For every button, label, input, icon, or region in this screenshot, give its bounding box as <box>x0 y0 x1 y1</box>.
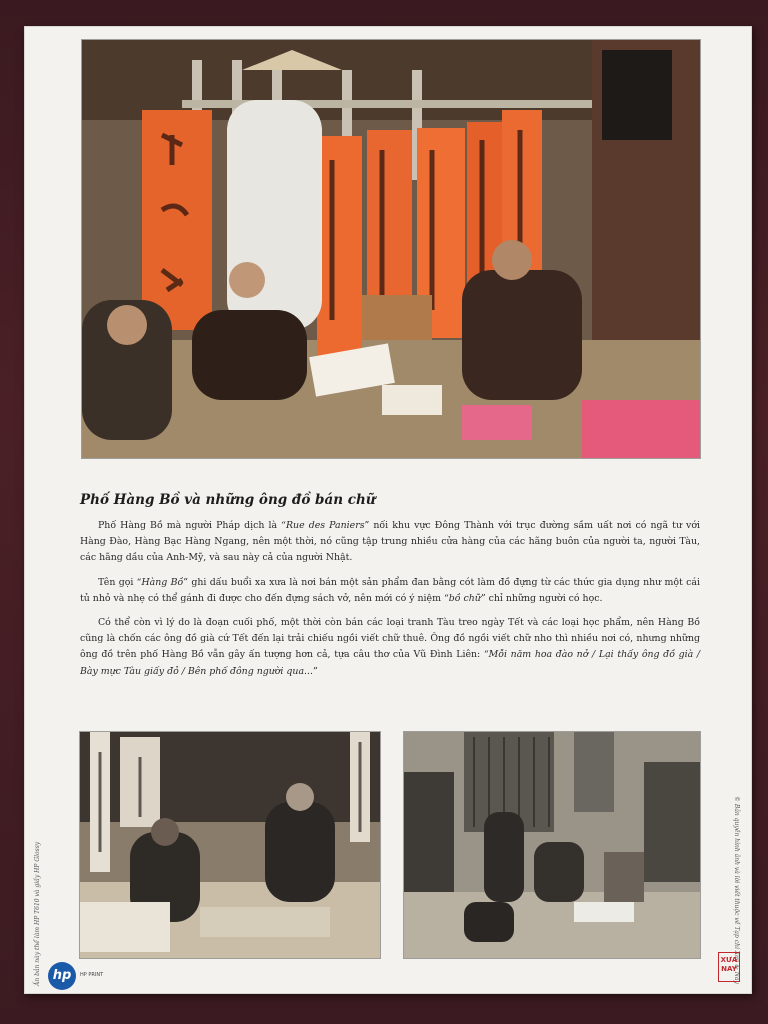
p2-text-c: ” chỉ những người có học. <box>480 592 603 604</box>
p1-italic-term: Rue des Paniers <box>285 520 365 531</box>
photo-street-scene <box>404 732 700 958</box>
p2-text-a: Tên gọi “ <box>98 576 142 588</box>
p3-text-b: ” <box>312 665 318 677</box>
print-credit-note: Ấn bản này thể làm HP T610 và giấy HP Glossy <box>34 841 41 986</box>
hp-logo: hp <box>48 962 76 990</box>
p3-text-a: Có thể còn vì lý do là đoạn cuối phố, một thời còn bán các loại tranh Tàu treo ngày Tết và các loại học phẩm, nên Hàng Bồ cũng là chốn các ông đồ già cứ Tết đến lại trải chiếu ngồi viết chữ thuê. Ông đồ ngồi viết chữ nho thì nhiều nơi có, nhưng những ông đồ trên phố Hàng Bồ vẫn gây ấn tượng hơn cả, tựa câu thơ của Vũ Đình Liên: “ <box>80 617 700 661</box>
photo-seated-calligraphers <box>80 732 380 958</box>
p1-text-b: ” nối khu vực Đông Thành với trục đường sầm uất nơi có ngã tư với Hàng Đào, Hàng Bạc Hàng Ngang, nên một thời, nó cũng tập trung nhiều cửa hàng của các hãng buôn của người ta, người Tàu, các hãng dầu của Anh-Mỹ, và sau này cả của người Nhật. <box>80 520 700 564</box>
article-title: Phố Hàng Bồ và những ông đồ bán chữ <box>80 492 376 508</box>
copyright-note: © Bản quyền hình ảnh và lời viết thuộc về Tạp chí Xưa & Nay <box>733 796 740 984</box>
paragraph-3 <box>80 615 700 680</box>
xua-nay-seal-logo: XƯA NAY <box>718 952 740 982</box>
article-body <box>80 518 700 680</box>
p3-poem-quote: Mỗi năm hoa đào nở / Lại thấy ông đồ già / Bày mực Tàu giấy đỏ / Bên phố đông người qua... <box>80 649 700 677</box>
p1-text-a: Phố Hàng Bồ mà người Pháp dịch là “ <box>98 520 286 531</box>
paragraph-1 <box>80 518 700 567</box>
p2-text-b: ” ghi dấu buổi xa xưa là nơi bán một sản phẩm đan bằng cót làm đồ đựng từ các thức gia dụng như một cái tủ nhỏ và nhẹ có thể gánh đi được cho đến đựng sách vở, nên mới có ý niệm “ <box>80 576 700 604</box>
main-photo-calligraphers <box>82 40 700 458</box>
hp-logo-subtext: HP PRINT <box>80 972 104 978</box>
p2-italic-term: Hàng Bồ <box>141 576 184 588</box>
paragraph-2 <box>80 575 700 607</box>
p2-italic-term-2: bồ chữ <box>448 592 481 604</box>
exhibition-poster <box>24 26 752 994</box>
